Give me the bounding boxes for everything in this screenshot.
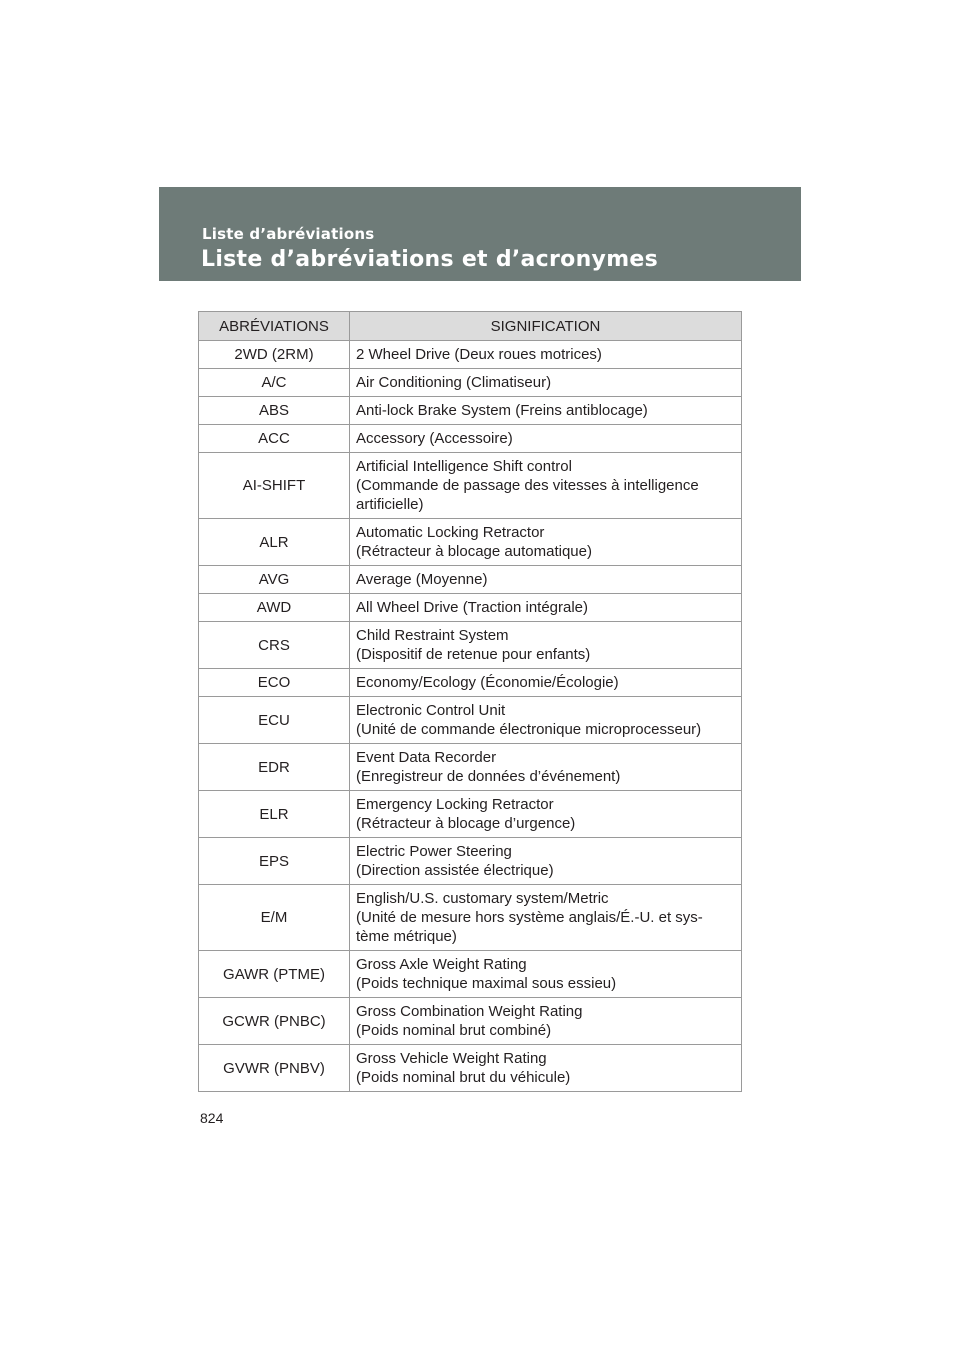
abbreviation-cell: ABS [199,397,350,425]
section-title: Liste d’abréviations [202,225,375,243]
column-header-signification: SIGNIFICATION [350,312,742,341]
meaning-cell: Gross Combination Weight Rating (Poids nominal brut combiné) [350,998,742,1045]
meaning-cell: Gross Axle Weight Rating (Poids technique maximal sous essieu) [350,951,742,998]
abbreviation-cell: ECO [199,669,350,697]
meaning-cell: Emergency Locking Retractor (Rétracteur à blocage d’urgence) [350,791,742,838]
meaning-cell: English/U.S. customary system/Metric (Unité de mesure hors système anglais/É.-U. et sys- tème métrique) [350,885,742,951]
abbreviation-cell: GAWR (PTME) [199,951,350,998]
abbreviation-cell: E/M [199,885,350,951]
meaning-cell: Artificial Intelligence Shift control (Commande de passage des vitesses à intelligence artificielle) [350,453,742,519]
abbreviation-cell: GVWR (PNBV) [199,1045,350,1092]
section-header-band [159,187,801,281]
abbreviation-cell: 2WD (2RM) [199,341,350,369]
meaning-cell: 2 Wheel Drive (Deux roues motrices) [350,341,742,369]
abbreviation-cell: AVG [199,566,350,594]
abbreviation-cell: A/C [199,369,350,397]
table-row [199,519,742,566]
table-row [199,369,742,397]
meaning-cell: Anti-lock Brake System (Freins antiblocage) [350,397,742,425]
table-row [199,1045,742,1092]
meaning-cell: Automatic Locking Retractor (Rétracteur à blocage automatique) [350,519,742,566]
table-row [199,951,742,998]
table-row [199,669,742,697]
meaning-cell: Electronic Control Unit (Unité de commande électronique microprocesseur) [350,697,742,744]
meaning-cell: Average (Moyenne) [350,566,742,594]
abbreviation-cell: EPS [199,838,350,885]
meaning-cell: All Wheel Drive (Traction intégrale) [350,594,742,622]
abbreviations-table [198,311,742,1092]
page-title: Liste d’abréviations et d’acronymes [201,247,659,272]
meaning-cell: Child Restraint System (Dispositif de retenue pour enfants) [350,622,742,669]
table-row [199,453,742,519]
meaning-cell: Event Data Recorder (Enregistreur de données d’événement) [350,744,742,791]
abbreviation-cell: AI-SHIFT [199,453,350,519]
table-row [199,885,742,951]
table-row [199,697,742,744]
meaning-cell: Gross Vehicle Weight Rating (Poids nominal brut du véhicule) [350,1045,742,1092]
table-row [199,397,742,425]
abbreviation-cell: CRS [199,622,350,669]
table-header-row [199,312,742,341]
table-row [199,744,742,791]
table-row [199,622,742,669]
table-row [199,791,742,838]
meaning-cell: Electric Power Steering (Direction assistée électrique) [350,838,742,885]
abbreviation-cell: EDR [199,744,350,791]
abbreviation-cell: GCWR (PNBC) [199,998,350,1045]
table-row [199,998,742,1045]
table-row [199,341,742,369]
page-number: 824 [200,1110,224,1126]
table-row [199,425,742,453]
meaning-cell: Economy/Ecology (Économie/Écologie) [350,669,742,697]
meaning-cell: Air Conditioning (Climatiseur) [350,369,742,397]
table-row [199,838,742,885]
meaning-cell: Accessory (Accessoire) [350,425,742,453]
table-row [199,566,742,594]
abbreviation-cell: ELR [199,791,350,838]
abbreviation-cell: AWD [199,594,350,622]
table-row [199,594,742,622]
abbreviation-cell: ACC [199,425,350,453]
abbreviation-cell: ALR [199,519,350,566]
abbreviation-cell: ECU [199,697,350,744]
column-header-abbreviations: ABRÉVIATIONS [199,312,350,341]
